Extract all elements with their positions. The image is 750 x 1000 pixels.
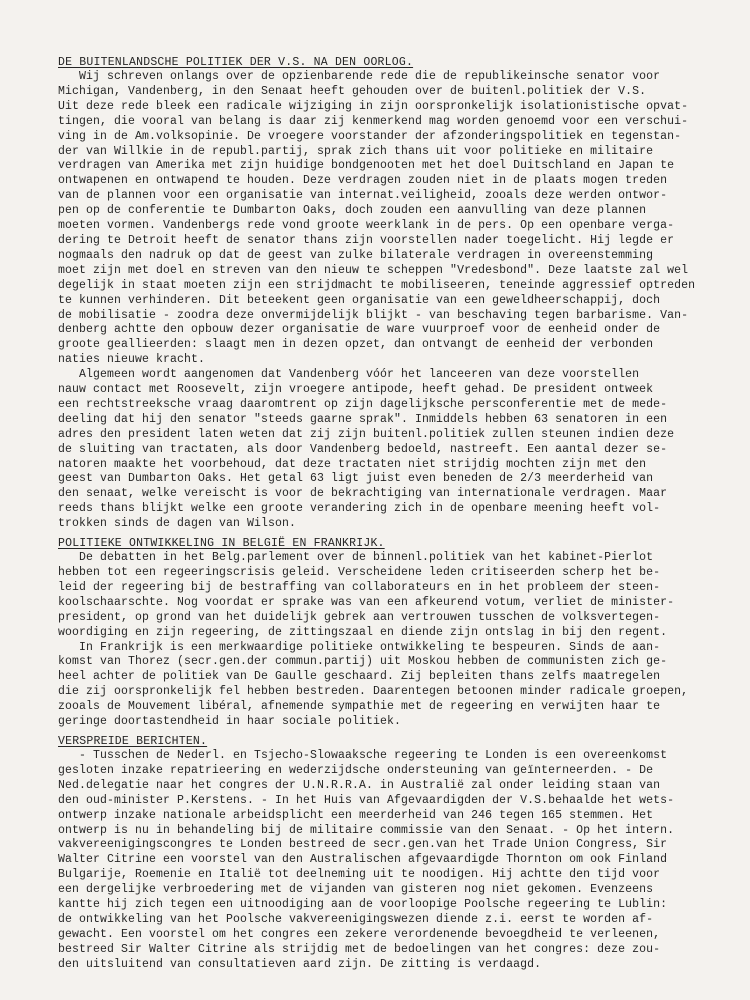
text-line: geringe doortastendheid in haar sociale politiek. — [58, 715, 402, 729]
text-line: naties nieuwe kracht. — [58, 353, 206, 367]
text-line: een rechtstreeksche vraag daaromtrent op zijn dagelijksche persconferentie met de mede- — [58, 397, 668, 411]
text-line: De debatten in het Belg.parlement over de binnenl.politiek van het kabinet-Pierlot — [58, 551, 654, 565]
text-line: Walter Citrine een voorstel van den Australischen afgevaardigde Thornton om ook Finland — [58, 853, 668, 867]
text-line: natoren maakte het voorbehoud, dat deze tractaten niet strijdig mochten zijn met den — [58, 457, 647, 471]
section-belgium-france — [58, 536, 730, 734]
text-line: groote geallieerden: slaagt men in dezen opzet, dan ontvangt de eenheid der verbonden — [58, 338, 654, 352]
text-line: woordiging en zijn regeering, de zittingszaal en diende zijn ontslag in bij den regent. — [58, 625, 668, 639]
text-line: bestreed Sir Walter Citrine als strijdig met de bedoelingen van het congres: deze zou- — [58, 942, 661, 956]
text-line: koolschaarschte. Nog voordat er sprake was van een afkeurend votum, verliet de minister- — [58, 595, 675, 609]
text-line: leid der regeering bij de bestraffing van collaborateurs en in het probleem der steen- — [58, 580, 661, 594]
text-line: gesloten inzake repatrieering en wederzijdsche ondersteuning van geïnterneerden. - De — [58, 763, 654, 777]
text-line: Bulgarije, Roemenie en Italië tot deelneming uit te noodigen. Hij achtte den tijd voor — [58, 868, 661, 882]
text-line: adres den president laten weten dat zij zijn buitenl.politiek zullen steunen indien deze — [58, 427, 675, 441]
text-line: hebben tot een regeeringscrisis geleid. Verscheidene leden critiseerden scherp het be- — [58, 566, 661, 579]
section-heading: POLITIEKE ONTWIKKELING IN BELGIË EN FRANKRIJK. — [58, 537, 385, 551]
typewritten-text — [58, 55, 730, 973]
text-line: president, op grond van het duidelijk gebrek aan vertrouwen tusschen de volksvertegen- — [58, 610, 661, 624]
text-line: - Tusschen de Nederl. en Tsjecho-Slowaaksche regeering te Londen is een overeenkomst — [58, 748, 668, 762]
text-line: te kunnen verhinderen. Dit beteekent geen organisatie van een geweldheerschappij, doch — [58, 293, 661, 307]
text-line: degelijk in staat moeten zijn een strijdmacht te mobiliseeren, teneinde aggressief optreden — [58, 278, 696, 292]
section-foreign-policy-us — [58, 55, 730, 536]
text-line: Uit deze rede bleek een radicale wijziging in zijn oorspronkelijk isolationistische opvat- — [58, 99, 689, 113]
text-line: een dergelijke verbroedering met de vijanden van gisteren nog niet gekomen. Evenzeens — [58, 883, 654, 897]
text-line: Ned.delegatie naar het congres der U.N.R.R.A. in Australië zal onder leiding staan van — [58, 778, 661, 792]
text-line: ontwerp inzake nationale arbeidsplicht een meerderheid van 246 tegen 165 stemmen. Het — [58, 808, 654, 822]
text-line: de sluiting van tractaten, als door Vandenberg bedoeld, nastreeft. Een aantal dezer se- — [58, 442, 668, 456]
text-line: den senaat, welke vereischt is voor de bekrachtiging van internationale verdragen. Maar — [58, 487, 668, 501]
text-line: van de plannen voor een organisatie van internat.veiligheid, zooals deze werden ontwor- — [58, 189, 668, 203]
text-line: kantte hij zich tegen een uitnoodiging aan de voorloopige Poolsche regeering te Lublin: — [58, 898, 668, 912]
section-heading: VERSPREIDE BERICHTEN. — [58, 734, 208, 748]
text-line: denberg achtte den opbouw dezer organisatie de ware vuurproef voor de eenheid onder de — [58, 323, 661, 337]
text-line: pen op de conferentie te Dumbarton Oaks, doch zouden een aanvulling van deze plannen — [58, 204, 647, 218]
section-heading: DE BUITENLANDSCHE POLITIEK DER V.S. NA DEN OORLOG. — [58, 56, 414, 69]
text-line: Michigan, Vandenberg, in den Senaat heeft gehouden over de buitenl.politiek der V.S. — [58, 84, 647, 98]
text-line: komst van Thorez (secr.gen.der commun.partij) uit Moskou hebben de communisten zich ge- — [58, 655, 668, 669]
text-line: nauw contact met Roosevelt, zijn vroegere antipode, heeft gehad. De president ontweek — [58, 383, 654, 397]
text-line: gewacht. Een voorstel om het congres een zekere verordenende bevoegdheid te verleenen, — [58, 927, 661, 941]
text-line: ving in de Am.volksopinie. De vroegere voorstander der afzonderingspolitiek en tegenstan- — [58, 129, 682, 143]
text-line: dering te Detroit heeft de senator thans zijn voorstellen nader toegelicht. Hij legde er — [58, 233, 675, 247]
text-line: reeds thans blijkt welke een groote verandering zich in de openbare meening heeft vol- — [58, 502, 661, 516]
text-line: vakvereenigingscongres te Londen bestreed de secr.gen.van het Trade Union Congress, Sir — [58, 838, 668, 852]
section-scattered-news — [58, 734, 730, 973]
text-line: ontwerp is nu in behandeling bij de militaire commissie van den Senaat. - Op het intern. — [58, 823, 675, 837]
text-line: ontwapenen en ontwapend te houden. Deze verdragen zouden niet in de plaats mogen treden — [58, 174, 668, 188]
text-line: zooals de Mouvement libéral, afnemende sympathie met de regeering en verwijten haar te — [58, 700, 661, 714]
text-line: verdragen van Amerika met zijn huidige bondgenooten met het doel Duitschland en Japan te — [58, 159, 675, 173]
text-line: der van Willkie in de republ.partij, sprak zich thans uit voor politieke en militaire — [58, 144, 654, 158]
text-line: den uitsluitend van consultatieven aard zijn. De zitting is verdaagd. — [58, 957, 542, 971]
text-line: die zij oorspronkelijk fel hebben bestreden. Daarentegen betoonen minder radicale groepen, — [58, 685, 689, 699]
text-line: deeling dat hij den senator "steeds gaarne sprak". Inmiddels hebben 63 senatoren in een — [58, 412, 668, 426]
text-line: In Frankrijk is een merkwaardige politieke ontwikkeling te bespeuren. Sinds de aan- — [58, 640, 661, 654]
text-line: trokken sinds de dagen van Wilson. — [58, 517, 297, 531]
text-line: de mobilisatie - zoodra deze onvermijdelijk blijkt - van beschaving tegen barbarisme. Van- — [58, 308, 689, 322]
text-line: Algemeen wordt aangenomen dat Vandenberg vóór het lanceeren van deze voorstellen — [58, 368, 640, 382]
text-line: den oud-minister P.Kerstens. - In het Huis van Afgevaardigden der V.S.behaalde het wets- — [58, 793, 675, 807]
text-line: nogmaals den nadruk op dat de geest van zulke bilaterale verdragen in overeenstemming — [58, 248, 654, 262]
text-line: moet zijn met doel en streven van den nieuw te scheppen "Vredesbond". Deze laatste zal wel — [58, 263, 689, 277]
text-line: heel achter de politiek van De Gaulle geschaard. Zij bepleiten thans zelfs maatregelen — [58, 670, 661, 684]
text-line: de ontwikkeling van het Poolsche vakvereenigingswezen diende z.i. eerst te worden af- — [58, 912, 654, 926]
text-line: moeten vormen. Vandenbergs rede vond groote weerklank in de pers. Op een openbare verga- — [58, 219, 675, 233]
text-line: geest van Dumbarton Oaks. Het getal 63 ligt juist even beneden de 2/3 meerderheid van — [58, 472, 654, 486]
text-line: Wij schreven onlangs over de opzienbarende rede die de republikeinsche senator voor — [58, 70, 661, 83]
text-line: tingen, die vooral van belang is daar zij kenmerkend mag worden genoemd voor een verschui- — [58, 114, 689, 128]
